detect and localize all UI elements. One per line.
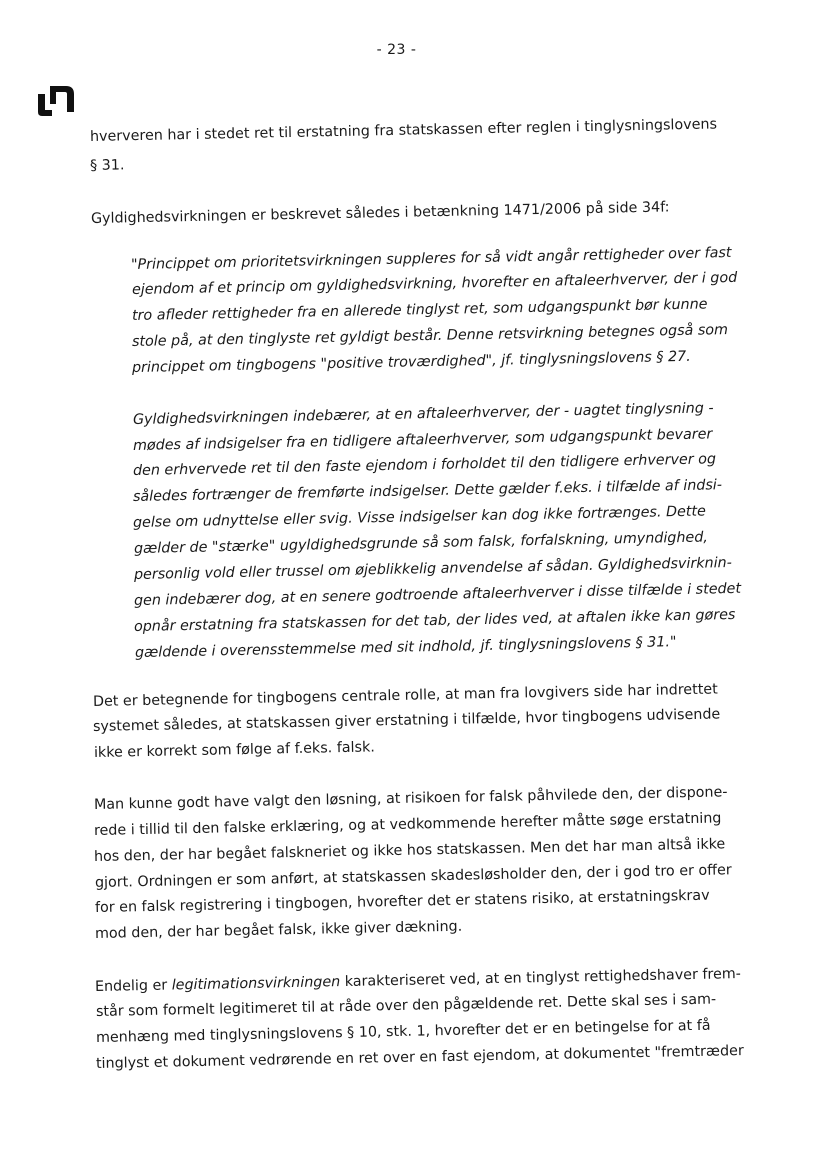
quote-line: mødes af indsigelser fra en tidligere aftaleerhverver, som udgangspunkt bevarer xyxy=(132,426,713,454)
page-number: - 23 - xyxy=(376,42,417,58)
text-line: mod den, der har begået falsk, ikke giver dækning. xyxy=(94,918,463,942)
text-line: Det er betegnende for tingbogens centrale rolle, at man fra lovgivers side har indrettet xyxy=(92,681,718,710)
text-line: hververen har i stedet ret til erstatning fra statskassen efter reglen i tinglysningslovens xyxy=(89,116,718,145)
text-line: § 31. xyxy=(89,157,125,174)
emphasized-term: legitimationsvirkningen xyxy=(171,974,341,994)
logo-icon xyxy=(36,82,78,118)
text-line: tinglyst et dokument vedrørende en ret over en fast ejendom, at dokumentet "fremtræder xyxy=(95,1042,744,1072)
quote-line: den erhvervede ret til den faste ejendom i forholdet til den tidligere erhverver og xyxy=(132,451,717,479)
quote-line: ejendom af et princip om gyldighedsvirkning, hvorefter en aftaleerhverver, der i god xyxy=(131,269,738,298)
quote-line: gelse om udnyttelse eller svig. Visse indsigelser kan dog ikke fortrænges. Dette xyxy=(132,503,706,531)
quote-line: således fortrænger de fremførte indsigelser. Dette gælder f.eks. i tilfælde af indsi- xyxy=(132,477,723,505)
text-line: for en falsk registrering i tingbogen, hvorefter det er statens risiko, at erstatningskrav xyxy=(94,887,710,916)
quote-line: "Princippet om prioritetsvirkningen suppleres for så vidt angår rettigheder over fast xyxy=(130,244,732,273)
quote-line: gældende i overensstemmelse med sit indhold, jf. tinglysningslovens § 31." xyxy=(134,634,677,661)
text-span: karakteriseret ved, at en tinglyst rettighedshaver frem- xyxy=(340,966,742,991)
quote-line: opnår erstatning fra statskassen for det tab, der lides ved, at aftalen ikke kan gøres xyxy=(133,606,736,635)
quote-line: gen indebærer dog, at en senere godtroende aftaleerhverver i disse tilfælde i stedet xyxy=(133,580,742,609)
quote-line: Gyldighedsvirkningen indebærer, at en aftaleerhverver, der - uagtet tinglysning - xyxy=(132,400,714,428)
quote-line: personlig vold eller trussel om øjeblikkelig anvendelse af sådan. Gyldighedsvirknin- xyxy=(133,555,732,583)
text-line: Gyldighedsvirkningen er beskrevet således i betænkning 1471/2006 på side 34f: xyxy=(90,199,670,227)
quote-line: princippet om tingbogens "positive troværdighed", jf. tinglysningslovens § 27. xyxy=(131,348,691,376)
text-line: gjort. Ordningen er som anført, at statskassen skadesløsholder den, der i god tro er offer xyxy=(94,862,732,891)
quote-line: stole på, at den tinglyste ret gyldigt består. Denne retsvirkning betegnes også som xyxy=(131,322,729,350)
text-line: systemet således, at statskassen giver erstatning i tilfælde, hvor tingbogens udvisende xyxy=(92,706,721,735)
text-line: står som formelt legitimeret til at råde over den pågældende ret. Dette skal ses i sam- xyxy=(95,991,717,1020)
text-line: ikke er korrekt som følge af f.eks. falsk. xyxy=(93,739,375,761)
text-line: menhæng med tinglysningslovens § 10, stk. 1, hvorefter det er en betingelse for at få xyxy=(95,1017,711,1046)
quote-line: gælder de "stærke" ugyldighedsgrunde så som falsk, forfalskning, umyndighed, xyxy=(133,529,709,557)
text-line: Man kunne godt have valgt den løsning, at risikoen for falsk påhvilede den, der dispone- xyxy=(93,784,728,813)
text-line: rede i tillid til den falske erklæring, og at vedkommende herefter måtte søge erstatning xyxy=(93,810,722,839)
text-line: hos den, der har begået falskneriet og ikke hos statskassen. Men det har man altså ikke xyxy=(93,836,726,865)
quote-line: tro afleder rettigheder fra en allerede tinglyst ret, som udgangspunkt bør kunne xyxy=(131,296,708,324)
text-span: Endelig er xyxy=(94,977,172,995)
